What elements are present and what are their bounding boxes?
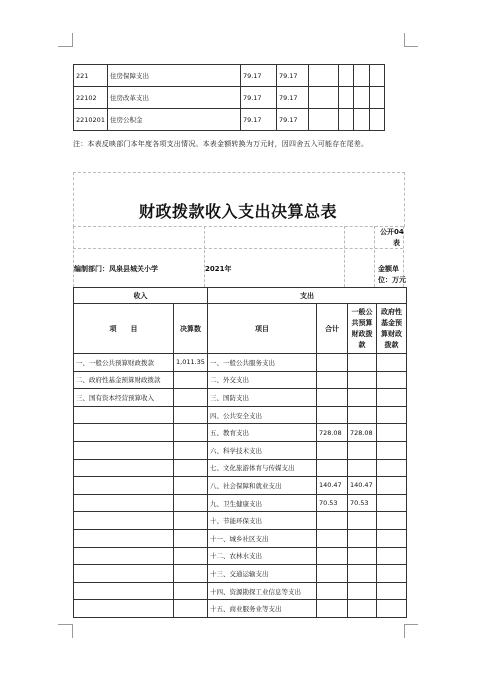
crop-mark-bottom-left-v [72, 624, 73, 638]
general-budget-cell [347, 406, 376, 424]
general-budget-cell [347, 529, 376, 547]
income-value-cell [174, 406, 208, 424]
row-name: 住房保障支出 [107, 65, 240, 87]
income-item-cell: 三、国有资本经营预算收入 [74, 389, 174, 407]
crop-mark-top-left-h [58, 46, 72, 47]
fund-budget-cell [376, 582, 406, 600]
expense-item-cell: 十一、城乡社区支出 [207, 529, 316, 547]
income-value-cell [174, 494, 208, 512]
empty-cell [369, 65, 384, 87]
report-year: 2021年 [205, 265, 232, 273]
income-value-cell [174, 389, 208, 407]
income-item-cell: 一、一般公共预算财政拨款 [74, 354, 174, 372]
form-code-suffix: 表 [393, 239, 400, 247]
total-cell [316, 459, 347, 477]
fund-budget-cell [376, 371, 406, 389]
header-divider [73, 248, 403, 249]
income-value-cell [174, 371, 208, 389]
row-code: 221 [74, 65, 108, 87]
income-value-cell [174, 424, 208, 442]
fund-budget-cell [376, 477, 406, 495]
empty-cell [353, 65, 369, 87]
crop-mark-bottom-right-v [404, 624, 405, 638]
grid-line [344, 226, 345, 287]
table-row [74, 441, 407, 459]
general-budget-cell: 70.53 [347, 494, 376, 512]
total-cell [316, 441, 347, 459]
grid-line [204, 226, 205, 287]
expense-item-cell: 三、国防支出 [207, 389, 316, 407]
crop-mark-top-left-v [72, 33, 73, 47]
total-cell [316, 389, 347, 407]
table-row [74, 547, 407, 565]
row-code: 22102 [74, 87, 108, 109]
row-value: 79.17 [240, 65, 276, 87]
fund-budget-cell [376, 389, 406, 407]
empty-cell [369, 87, 384, 109]
total-cell: 140.47 [316, 477, 347, 495]
table-row [74, 477, 407, 495]
fund-budget-cell [376, 459, 406, 477]
table-row [74, 600, 407, 618]
table-row [74, 529, 407, 547]
table-note: 注：本表反映部门本年度各项支出情况。本表金额转换为万元时，因四舍五入可能存在尾差。 [73, 140, 369, 148]
department-label: 编制部门：凤泉县城关小学 [74, 265, 158, 273]
income-value-cell: 1,011.35 [174, 354, 208, 372]
expense-item-cell: 十四、资源勘探工业信息等支出 [207, 582, 316, 600]
expense-item-cell: 八、社会保障和就业支出 [207, 477, 316, 495]
expense-detail-table [73, 64, 385, 131]
expense-item-cell: 十五、商业服务业等支出 [207, 600, 316, 618]
table-row [74, 459, 407, 477]
total-cell [316, 406, 347, 424]
row-code: 2210201 [74, 109, 108, 131]
income-value-cell [174, 529, 208, 547]
income-item-cell [74, 600, 174, 618]
income-item-cell [74, 406, 174, 424]
row-value: 79.17 [240, 87, 276, 109]
income-item-cell [74, 582, 174, 600]
expense-header: 支出 [207, 288, 406, 304]
general-budget-cell: 140.47 [347, 477, 376, 495]
total-cell [316, 600, 347, 618]
empty-cell [308, 87, 338, 109]
empty-cell [308, 109, 338, 131]
table-row [74, 406, 407, 424]
income-header: 收入 [74, 288, 208, 304]
income-value-cell [174, 547, 208, 565]
income-value-cell [174, 582, 208, 600]
expense-item-cell: 九、卫生健康支出 [207, 494, 316, 512]
grid-line [73, 226, 74, 287]
income-item-cell [74, 512, 174, 530]
empty-cell [338, 87, 353, 109]
report-title: 财政拨款收入支出决算总表 [138, 202, 337, 221]
total-cell [316, 529, 347, 547]
row-name: 住房改革支出 [107, 87, 240, 109]
empty-cell [369, 109, 384, 131]
total-cell [316, 565, 347, 583]
expense-item-cell: 十、节能环保支出 [207, 512, 316, 530]
general-budget-cell [347, 441, 376, 459]
fund-budget-cell [376, 424, 406, 442]
table-row [74, 389, 407, 407]
general-budget-cell: 728.08 [347, 424, 376, 442]
table-row [74, 512, 407, 530]
table-row [74, 354, 407, 372]
total-cell [316, 582, 347, 600]
col-income-item: 项 目 [74, 304, 174, 354]
expense-item-cell: 七、文化旅游体育与传媒支出 [207, 459, 316, 477]
expense-item-cell: 五、教育支出 [207, 424, 316, 442]
fund-budget-cell [376, 600, 406, 618]
row-name: 住房公积金 [107, 109, 240, 131]
general-budget-cell [347, 582, 376, 600]
general-budget-cell [347, 371, 376, 389]
empty-cell [353, 109, 369, 131]
summary-table [73, 287, 407, 618]
general-budget-cell [347, 459, 376, 477]
expense-item-cell: 四、公共安全支出 [207, 406, 316, 424]
income-item-cell [74, 477, 174, 495]
income-value-cell [174, 477, 208, 495]
total-cell [316, 354, 347, 372]
col-expense-item: 项目 [207, 304, 316, 354]
crop-mark-top-right-v [404, 33, 405, 47]
row-value: 79.17 [276, 109, 308, 131]
empty-cell [308, 65, 338, 87]
general-budget-cell [347, 512, 376, 530]
fund-budget-cell [376, 494, 406, 512]
general-budget-cell [347, 600, 376, 618]
form-code: 公开04 [380, 228, 404, 236]
table-row [74, 371, 407, 389]
total-cell [316, 371, 347, 389]
total-cell: 728.08 [316, 424, 347, 442]
income-value-cell [174, 565, 208, 583]
total-cell: 70.53 [316, 494, 347, 512]
total-cell [316, 512, 347, 530]
income-value-cell [174, 512, 208, 530]
crop-mark-bottom-right-h [404, 624, 418, 625]
income-item-cell [74, 441, 174, 459]
income-item-cell: 二、政府性基金预算财政拨款 [74, 371, 174, 389]
income-item-cell [74, 459, 174, 477]
expense-item-cell: 二、外交支出 [207, 371, 316, 389]
title-divider [73, 226, 403, 227]
col-final-amount: 决算数 [174, 304, 208, 354]
col-total: 合计 [316, 304, 347, 354]
general-budget-cell [347, 354, 376, 372]
income-item-cell [74, 547, 174, 565]
expense-item-cell: 十二、农林水支出 [207, 547, 316, 565]
expense-item-cell: 六、科学技术支出 [207, 441, 316, 459]
table-row [74, 87, 385, 109]
fund-budget-cell [376, 406, 406, 424]
fund-budget-cell [376, 512, 406, 530]
fund-budget-cell [376, 565, 406, 583]
currency-unit-label: 金额单 [378, 265, 399, 273]
income-value-cell [174, 441, 208, 459]
fund-budget-cell [376, 354, 406, 372]
empty-cell [338, 109, 353, 131]
crop-mark-top-right-h [404, 46, 418, 47]
currency-unit-label-cont: 位：万元 [378, 276, 406, 284]
table-row [74, 494, 407, 512]
table-row [74, 565, 407, 583]
income-value-cell [174, 459, 208, 477]
col-fund-budget: 政府性基金预算财政拨款 [376, 304, 406, 354]
row-value: 79.17 [240, 109, 276, 131]
grid-line [374, 226, 375, 287]
income-value-cell [174, 600, 208, 618]
income-item-cell [74, 565, 174, 583]
fund-budget-cell [376, 441, 406, 459]
general-budget-cell [347, 389, 376, 407]
fund-budget-cell [376, 529, 406, 547]
row-value: 79.17 [276, 65, 308, 87]
total-cell [316, 547, 347, 565]
expense-item-cell: 十三、交通运输支出 [207, 565, 316, 583]
row-value: 79.17 [276, 87, 308, 109]
income-item-cell [74, 494, 174, 512]
table-row [74, 582, 407, 600]
expense-item-cell: 一、一般公共服务支出 [207, 354, 316, 372]
fund-budget-cell [376, 547, 406, 565]
table-row [74, 424, 407, 442]
empty-cell [353, 87, 369, 109]
empty-cell [338, 65, 353, 87]
table-row [74, 109, 385, 131]
col-general-budget: 一般公共预算财政拨款 [347, 304, 376, 354]
table-row [74, 65, 385, 87]
general-budget-cell [347, 565, 376, 583]
income-item-cell [74, 529, 174, 547]
income-item-cell [74, 424, 174, 442]
crop-mark-bottom-left-h [58, 624, 72, 625]
general-budget-cell [347, 547, 376, 565]
